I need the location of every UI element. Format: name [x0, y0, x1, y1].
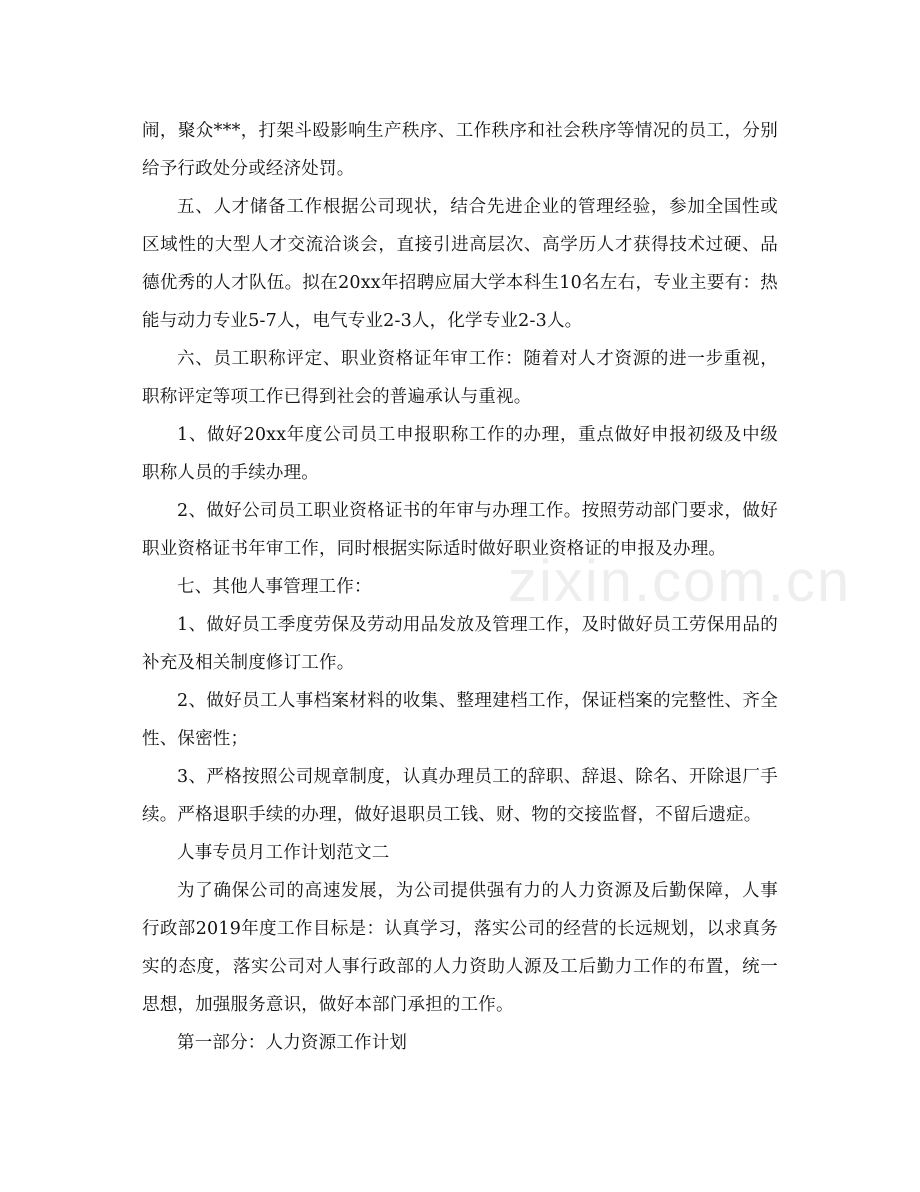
paragraph-section-five: 五、人才储备工作根据公司现状，结合先进企业的管理经验，参加全国性或区域性的大型人才交流洽谈会，直接引进高层次、高学历人才获得技术过硬、品德优秀的人才队伍。拟在20xx年招聘应届大学本科生10名左右，专业主要有：热能与动力专业5-7人，电气专业2-3人，化学专业2-3人。: [142, 197, 778, 331]
paragraph-section-seven: 七、其他人事管理工作：: [177, 577, 372, 597]
paragraph-seven-item-1: 1、做好员工季度劳保及劳动用品发放及管理工作，及时做好员工劳保用品的补充及相关制度修订工作。: [142, 615, 778, 673]
paragraph-section-six: 六、员工职称评定、职业资格证年审工作：随着对人才资源的进一步重视，职称评定等项工作已得到社会的普遍承认与重视。: [142, 349, 778, 407]
section-heading-sample-two: 人事专员月工作计划范文二: [177, 843, 390, 863]
document-body: [142, 112, 778, 1062]
section-heading-part-one: 第一部分：人力资源工作计划: [177, 1033, 408, 1053]
watermark-text: zixin.com.cn: [508, 549, 852, 614]
paragraph-continuation: 闹，聚众***，打架斗殴影响生产秩序、工作秩序和社会秩序等情况的员工，分别给予行政处分或经济处罚。: [142, 121, 778, 179]
paragraph-seven-item-2: 2、做好员工人事档案材料的收集、整理建档工作，保证档案的完整性、齐全性、保密性；: [142, 691, 778, 749]
paragraph-intro-goals: 为了确保公司的高速发展，为公司提供强有力的人力资源及后勤保障，人事行政部2019年度工作目标是：认真学习，落实公司的经营的长远规划，以求真务实的态度，落实公司对人事行政部的人力资助人源及工后勤力工作的布置，统一思想，加强服务意识，做好本部门承担的工作。: [142, 881, 778, 1015]
paragraph-seven-item-3: 3、严格按照公司规章制度，认真办理员工的辞职、辞退、除名、开除退厂手续。严格退职手续的办理，做好退职员工钱、财、物的交接监督，不留后遗症。: [142, 767, 778, 825]
paragraph-six-item-2: 2、做好公司员工职业资格证书的年审与办理工作。按照劳动部门要求，做好职业资格证书年审工作，同时根据实际适时做好职业资格证的申报及办理。: [142, 501, 778, 559]
paragraph-six-item-1: 1、做好20xx年度公司员工申报职称工作的办理，重点做好申报初级及中级职称人员的手续办理。: [142, 425, 778, 483]
